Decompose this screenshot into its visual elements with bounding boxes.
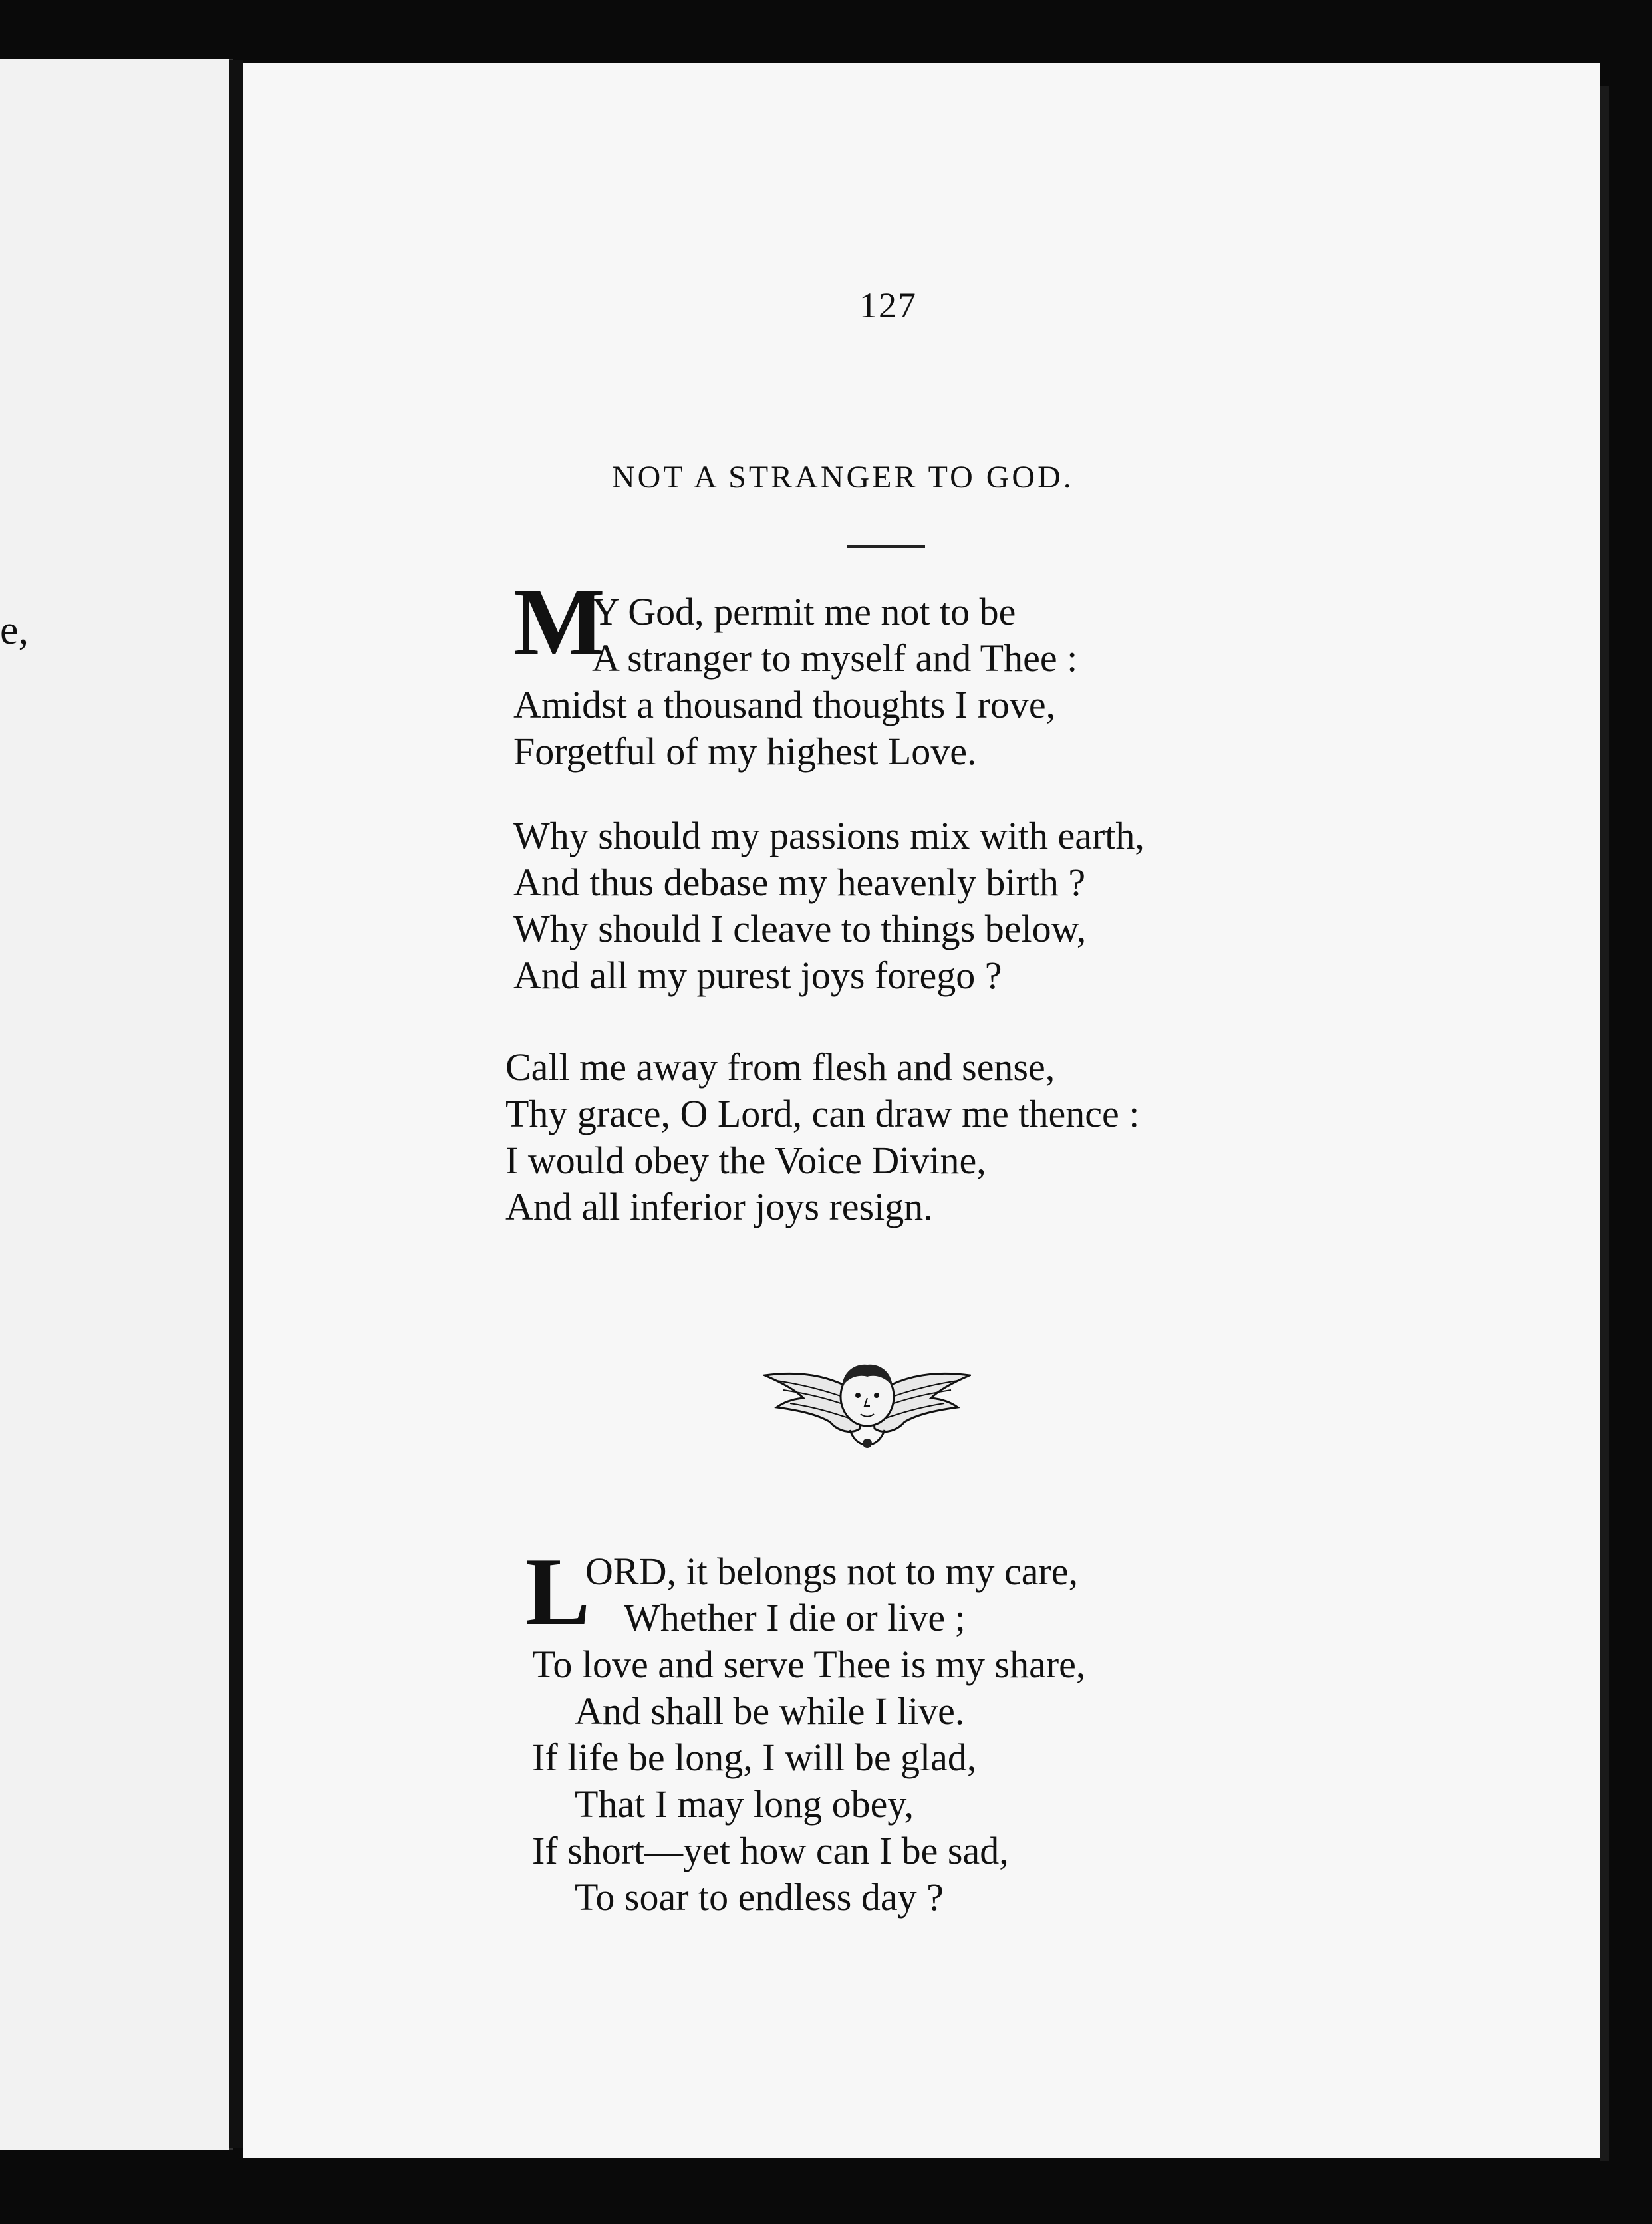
left-page-text-fragment: e,: [0, 608, 29, 653]
poem-line: If short—yet how can I be sad,: [532, 1829, 1009, 1872]
poem-line: That I may long obey,: [575, 1782, 914, 1826]
dropcap-l: L: [525, 1538, 591, 1645]
poem-line: Why should I cleave to things below,: [513, 907, 1087, 950]
poem-line: Thy grace, O Lord, can draw me thence :: [505, 1092, 1140, 1135]
poem-line: ORD, it belongs not to my care,: [585, 1550, 1079, 1593]
poem-line: Forgetful of my highest Love.: [513, 730, 977, 773]
poem2-lines-top: [585, 1548, 1078, 1641]
poem-title: NOT A STRANGER TO GOD.: [612, 460, 1074, 495]
winged-cherub-icon: [763, 1350, 971, 1463]
poem-line: And thus debase my heavenly birth ?: [513, 861, 1086, 904]
poem1-stanza-1: [592, 589, 1077, 682]
poem-line: To soar to endless day ?: [575, 1876, 944, 1919]
book-spine: [229, 60, 243, 2148]
poem1-stanza-1-cont: [513, 682, 1055, 775]
poem-line: Call me away from flesh and sense,: [505, 1045, 1055, 1089]
poem-line: And shall be while I live.: [575, 1689, 965, 1733]
dropcap-m: M: [513, 568, 605, 676]
right-page-edge: [1600, 86, 1609, 2161]
poem-line: And all inferior joys resign.: [505, 1185, 933, 1228]
poem-line: Amidst a thousand thoughts I rove,: [513, 683, 1056, 726]
poem1-stanza-2: [513, 813, 1145, 999]
poem-line: Whether I die or live ;: [624, 1596, 966, 1639]
poem-line: Y God, permit me not to be: [592, 590, 1016, 633]
poem-line: I would obey the Voice Divine,: [505, 1139, 986, 1182]
poem-line: A stranger to myself and Thee :: [592, 636, 1078, 680]
page-number: 127: [859, 285, 917, 325]
poem1-stanza-3: [505, 1044, 1139, 1230]
poem-line: To love and serve Thee is my share,: [532, 1643, 1086, 1686]
title-rule: [847, 545, 925, 548]
poem-line: And all my purest joys forego ?: [513, 954, 1002, 997]
left-page-edge: [0, 59, 233, 2150]
poem-line: If life be long, I will be glad,: [532, 1736, 977, 1779]
poem-line: Why should my passions mix with earth,: [513, 814, 1145, 857]
poem2-lines: [532, 1641, 1085, 1921]
